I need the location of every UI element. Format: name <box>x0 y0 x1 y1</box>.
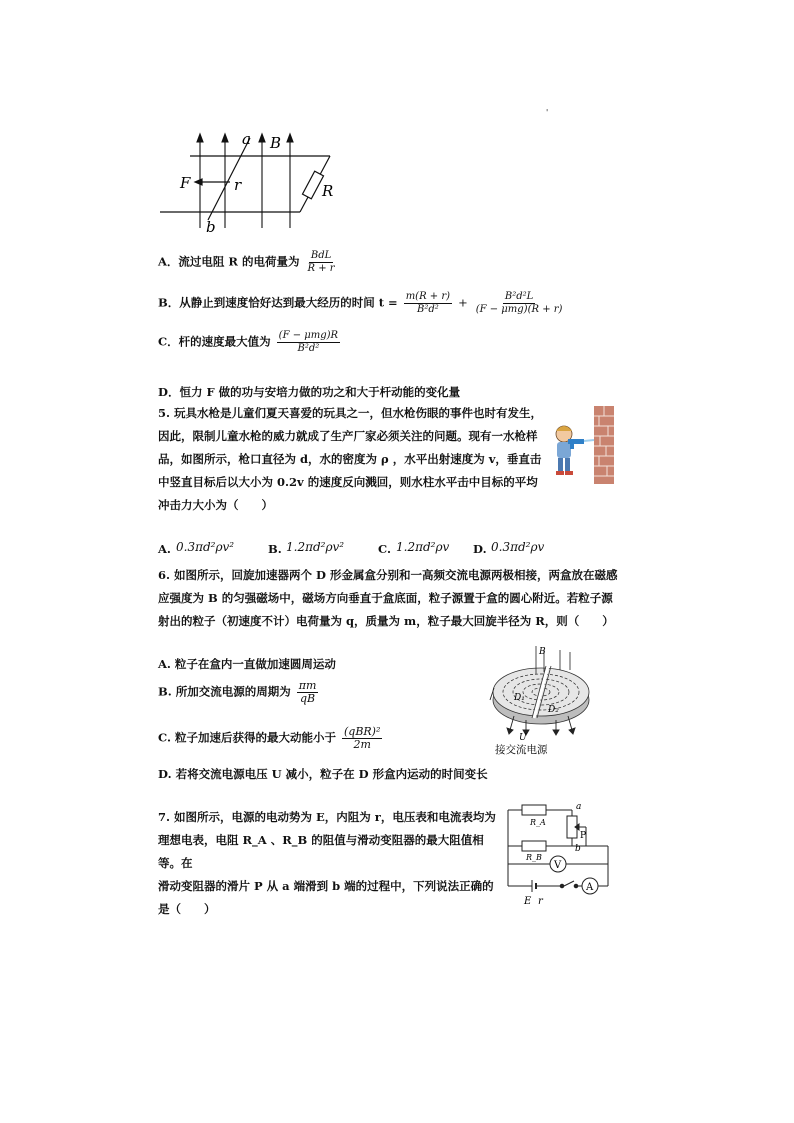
q6-option-b: B. 所加交流电源的周期为 $\frac{\pi m}{qB}$ <box>158 679 317 705</box>
q5-option-b-expr: 1.2πd²ρv² <box>286 540 345 554</box>
q6-option-c: C. 粒子加速后获得的最大动能小于 $\frac{\text{(qBR)²}}{2m}$ <box>158 725 381 751</box>
voltmeter-icon: V <box>554 860 562 871</box>
cyclotron-label-U: U <box>519 733 527 743</box>
label-a: a <box>242 130 251 148</box>
label-R: R <box>322 182 334 200</box>
q4-option-a: A．流过电阻 R 的电荷量为 $\frac{\text{BdL}}{R + r}$ <box>158 250 335 274</box>
figure-circuit <box>500 800 612 906</box>
label-r: r <box>234 176 242 194</box>
q5-option-c-expr: 1.2πd²ρv <box>396 540 450 554</box>
circuit-label-RA: R_A <box>530 818 546 827</box>
label-B: B <box>270 134 282 152</box>
q7-stem: 7. 如图所示，电源的电动势为 E，内阻为 r，电压表和电流表均为 理想电表，电阻 R_A 、R_B 的阻值与滑动变阻器的最大阻值相等。在 滑动变阻器的滑片 P 从 a 端滑到 b 端的过程中，下列说法正确的 是（ ） <box>158 810 496 916</box>
q5-option-c-label: C. <box>378 542 391 556</box>
circuit-label-r: r <box>538 896 543 906</box>
circuit-label-a: a <box>576 802 582 812</box>
circuit-label-b: b <box>575 844 581 854</box>
cyclotron-label-D2: D₂ <box>548 705 559 715</box>
circuit-label-E: E <box>524 896 532 906</box>
q6-option-d: D. 若将交流电源电压 U 减小，粒子在 D 形盒内运动的时间变长 <box>158 767 488 781</box>
cyclotron-label-D1: D₁ <box>514 693 525 703</box>
circuit-label-RB: R_B <box>526 853 542 862</box>
ammeter-icon: A <box>586 882 594 893</box>
q5-option-b-label: B. <box>268 542 282 556</box>
q5-options <box>158 540 578 560</box>
label-b: b <box>206 218 216 236</box>
q5-option-a-expr: 0.3πd²ρv² <box>176 540 235 554</box>
q4-option-c: C．杆的速度最大值为 $\frac{\text{(F − μmg)R}}{\text{B²d²}}$ <box>158 330 339 354</box>
figure-water-gun-child <box>550 404 616 486</box>
label-F: F <box>180 174 191 192</box>
stray-mark: ' <box>546 108 549 117</box>
figure-rod-on-rails <box>150 128 350 238</box>
q4-option-b: B．从静止到速度恰好达到最大经历的时间 t = $\frac{m(R + r)}{\text{B²d²}}$ + $\frac{\text{B²d²L}}{\text{(F − μmg)(R + r)}}$ <box>158 291 563 315</box>
q4-option-d: D．恒力 F 做的功与安培力做的功之和大于杆动能的变化量 <box>158 385 461 399</box>
figure-cyclotron <box>486 644 596 756</box>
circuit-label-P: P <box>580 831 587 841</box>
cyclotron-caption: 接交流电源 <box>495 744 548 756</box>
q5-option-d-expr: 0.3πd²ρv <box>491 540 545 554</box>
q5-stem: 5. 玩具水枪是儿童们夏天喜爱的玩具之一，但水枪伤眼的事件也时有发生， 因此，限制儿童水枪的威力就成了生产厂家必须关注的问题。现有一水枪样 品，如图所示，枪口直径为 d，水的密度为 ρ ，水平出射速度为 v，垂直击 中竖直目标后以大小为 0.2v 的速度反向溅回，则水柱水平击中目标的平均 冲击力大小为（ ） <box>158 406 543 512</box>
q6-option-a: A. 粒子在盒内一直做加速圆周运动 <box>158 657 336 671</box>
q6-stem: 6. 如图所示，回旋加速器两个 D 形金属盒分别和一高频交流电源两极相接，两盒放在磁感 应强度为 B 的匀强磁场中，磁场方向垂直于盒底面，粒子源置于盒的圆心附近。若粒子源 射出的粒子（初速度不计）电荷量为 q，质量为 m，粒子最大回旋半径为 R，则（ ） <box>158 568 618 628</box>
cyclotron-label-B: B <box>539 647 546 657</box>
q5-option-d-label: D. <box>473 542 487 556</box>
q5-option-a-label: A. <box>158 542 171 556</box>
